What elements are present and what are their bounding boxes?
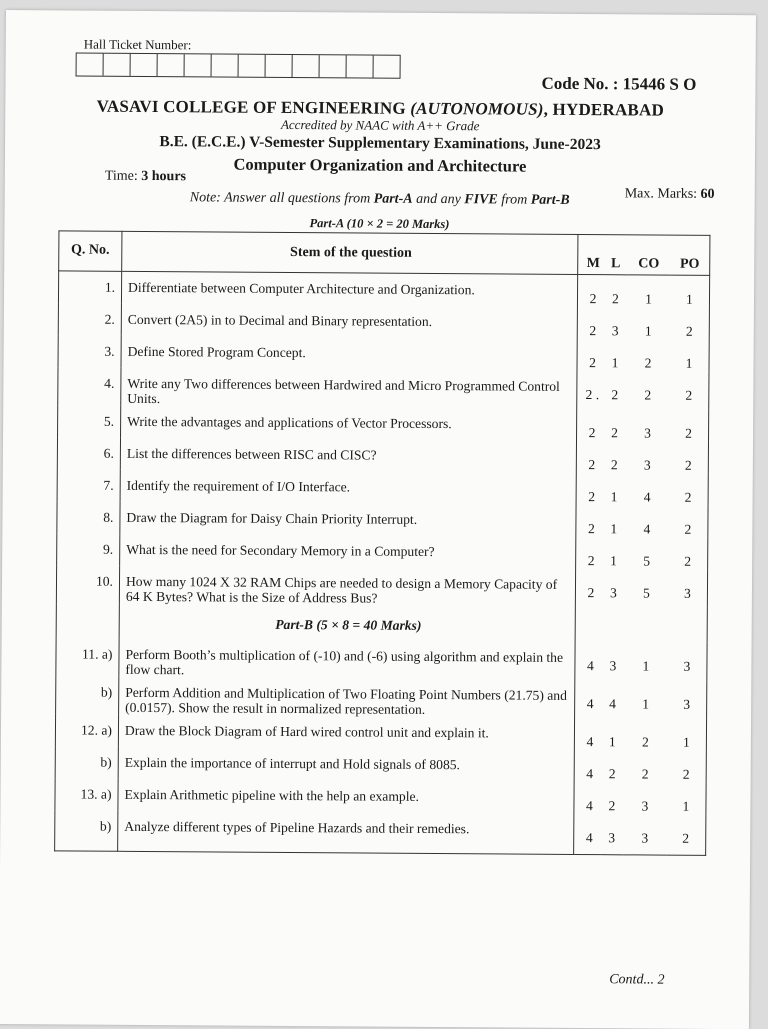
marks: 2 <box>589 323 597 339</box>
course-outcome: 3 <box>643 457 651 473</box>
table-row <box>58 335 709 372</box>
course-outcome: 1 <box>642 696 650 712</box>
marks: 2 . <box>585 387 600 403</box>
table-row <box>57 501 708 538</box>
marks: 2 <box>588 489 596 505</box>
marks: 4 <box>586 734 594 750</box>
col-m-header: M <box>578 234 604 275</box>
part-b-heading: Part-B (5 × 8 = 40 Marks) <box>119 604 575 642</box>
program-outcome: 2 <box>666 815 706 856</box>
code-number: Code No. : 15446 S O <box>541 73 697 94</box>
accreditation: Accredited by NAAC with A++ Grade <box>280 116 480 134</box>
table-header-row <box>59 230 710 275</box>
college-autonomous: (AUTONOMOUS) <box>410 98 544 119</box>
continued-label: Contd... 2 <box>609 972 665 988</box>
question-stem: Explain Arithmetic pipeline with the help an example. <box>118 779 574 814</box>
level: 4 <box>609 696 617 712</box>
level: 1 <box>610 553 618 569</box>
table-row <box>56 676 707 719</box>
marks: 2 <box>589 291 597 307</box>
question-number: 5. <box>58 405 121 437</box>
question-stem: Write the advantages and applications of Vector Processors. <box>121 406 577 441</box>
course-outcome: 1 <box>644 323 652 339</box>
program-outcome: 3 <box>667 681 707 719</box>
marks: 2 <box>587 553 595 569</box>
program-outcome: 2 <box>669 372 709 410</box>
course-outcome: 4 <box>643 489 651 505</box>
program-outcome: 3 <box>668 570 708 608</box>
marks: 2 <box>588 425 596 441</box>
course-outcome: 1 <box>645 291 652 307</box>
course-outcome: 2 <box>641 766 649 782</box>
program-outcome: 2 <box>669 442 709 474</box>
marks: 4 <box>586 798 593 814</box>
question-number: 3. <box>58 335 121 367</box>
col-l-header: L <box>604 234 628 275</box>
level: 3 <box>600 814 624 855</box>
marks: 4 <box>586 766 594 782</box>
course-outcome: 5 <box>643 585 650 601</box>
table-row <box>58 271 709 308</box>
question-number: 2. <box>58 303 121 335</box>
program-outcome: 2 <box>667 751 707 783</box>
question-number: 12. a) <box>55 714 118 746</box>
time-allowed: Time: 3 hours <box>104 168 187 185</box>
question-number: 10. <box>56 565 119 603</box>
program-outcome: 2 <box>669 410 709 442</box>
question-number: 1. <box>58 271 121 304</box>
program-outcome: 3 <box>667 643 707 681</box>
question-number: 8. <box>57 501 120 533</box>
course-outcome: 3 <box>623 814 666 855</box>
level: 3 <box>611 323 619 339</box>
program-outcome: 2 <box>668 538 708 570</box>
question-stem: Explain the importance of interrupt and Hold signals of 8085. <box>118 747 574 782</box>
table-row <box>57 469 708 506</box>
level: 2 <box>608 766 616 782</box>
marks: 2 <box>589 355 597 371</box>
level: 3 <box>609 585 617 601</box>
course-outcome: 1 <box>642 658 650 674</box>
table-row <box>58 405 709 442</box>
question-number: 4. <box>58 367 121 405</box>
question-stem: Convert (2A5) in to Decimal and Binary representation. <box>121 304 577 339</box>
question-number: b) <box>55 746 118 778</box>
hall-ticket-boxes <box>76 52 401 78</box>
question-stem: Identify the requirement of I/O Interface. <box>120 470 576 505</box>
question-stem: Analyze different types of Pipeline Hazards and their remedies. <box>118 811 575 855</box>
marks: 4 <box>586 696 594 712</box>
table-row <box>58 303 709 340</box>
program-outcome: 1 <box>670 275 710 308</box>
marks: 2 <box>588 457 596 473</box>
program-outcome: 2 <box>670 308 710 340</box>
program-outcome: 1 <box>667 719 707 751</box>
question-number: 13. a) <box>55 778 118 810</box>
level: 1 <box>611 355 619 371</box>
course-outcome: 4 <box>643 521 651 537</box>
marks: 2 <box>587 521 595 537</box>
marks: 4 <box>574 814 600 855</box>
question-stem: Write any Two differences between Hardwired and Micro Programmed Control Units. <box>121 368 578 409</box>
course-outcome: 2 <box>644 355 652 371</box>
level: 1 <box>610 489 618 505</box>
hall-ticket-label: Hall Ticket Number: <box>83 36 192 53</box>
table-row <box>57 533 708 570</box>
course-outcome: 2 <box>641 734 649 750</box>
course-outcome: 3 <box>644 425 652 441</box>
exam-title: B.E. (E.C.E.) V-Semester Supplementary Examinations, June-2023 <box>159 133 601 154</box>
max-marks: Max. Marks: 60 <box>624 186 715 202</box>
table-row <box>57 437 708 474</box>
question-number: 9. <box>57 533 120 565</box>
level: 1 <box>608 734 616 750</box>
question-number: b) <box>56 676 119 714</box>
marks: 2 <box>587 585 595 601</box>
question-stem: Draw the Block Diagram of Hard wired control unit and explain it. <box>118 715 574 750</box>
program-outcome: 1 <box>669 340 709 372</box>
level: 3 <box>609 658 617 674</box>
instructions-note: Note: Answer all questions from Part-A and any FIVE from Part-B <box>189 190 570 208</box>
question-number: b) <box>55 810 118 851</box>
table-row <box>58 367 709 410</box>
marks: 4 <box>587 658 594 674</box>
part-a-heading: Part-A (10 × 2 = 20 Marks) <box>309 216 450 232</box>
question-number: 6. <box>57 437 120 469</box>
question-stem: How many 1024 X 32 RAM Chips are needed to design a Memory Capacity of 64 K Bytes? What is the Size of Address Bus? <box>119 566 576 607</box>
table-row <box>56 638 707 681</box>
level: 2 <box>610 457 618 473</box>
col-stem-header: Stem of the question <box>122 231 579 275</box>
question-number: 7. <box>57 469 120 501</box>
table-row <box>55 746 706 783</box>
college-name: VASAVI COLLEGE OF ENGINEERING (AUTONOMOUS), HYDERABAD <box>96 96 665 120</box>
level: 1 <box>610 521 618 537</box>
questions-table <box>54 230 710 856</box>
question-stem: Differentiate between Computer Architecture and Organization. <box>121 271 577 307</box>
table-row <box>56 565 707 608</box>
level: 2 <box>611 425 618 441</box>
program-outcome: 2 <box>668 506 708 538</box>
level: 2 <box>608 798 616 814</box>
program-outcome: 1 <box>666 783 706 815</box>
question-paper <box>0 10 756 1029</box>
question-number: 11. a) <box>56 638 119 676</box>
course-outcome: 3 <box>641 798 649 814</box>
course-outcome: 2 <box>644 387 652 403</box>
question-stem: What is the need for Secondary Memory in a Computer? <box>120 534 576 569</box>
question-stem: Draw the Diagram for Daisy Chain Priority Interrupt. <box>120 502 576 537</box>
program-outcome: 2 <box>669 474 709 506</box>
col-qno-header: Q. No. <box>59 230 122 271</box>
part-b-heading-row <box>56 603 707 643</box>
level: 2 <box>611 291 619 307</box>
col-po-header: PO <box>670 235 710 276</box>
level: 2 <box>611 387 619 403</box>
table-row <box>55 810 706 855</box>
subject-title: Computer Organization and Architecture <box>233 154 527 176</box>
question-stem: Perform Addition and Multiplication of Two Floating Point Numbers (21.75) and (0.0157). Show the result in normalized representation. <box>119 677 576 718</box>
question-stem: Perform Booth’s multiplication of (-10) and (-6) using algorithm and explain the flow chart. <box>119 639 576 680</box>
question-stem: List the differences between RISC and CISC? <box>120 438 576 473</box>
course-outcome: 5 <box>643 553 651 569</box>
table-row <box>55 778 706 815</box>
table-row <box>55 714 706 751</box>
question-stem: Define Stored Program Concept. <box>121 336 577 371</box>
col-co-header: CO <box>627 234 670 275</box>
